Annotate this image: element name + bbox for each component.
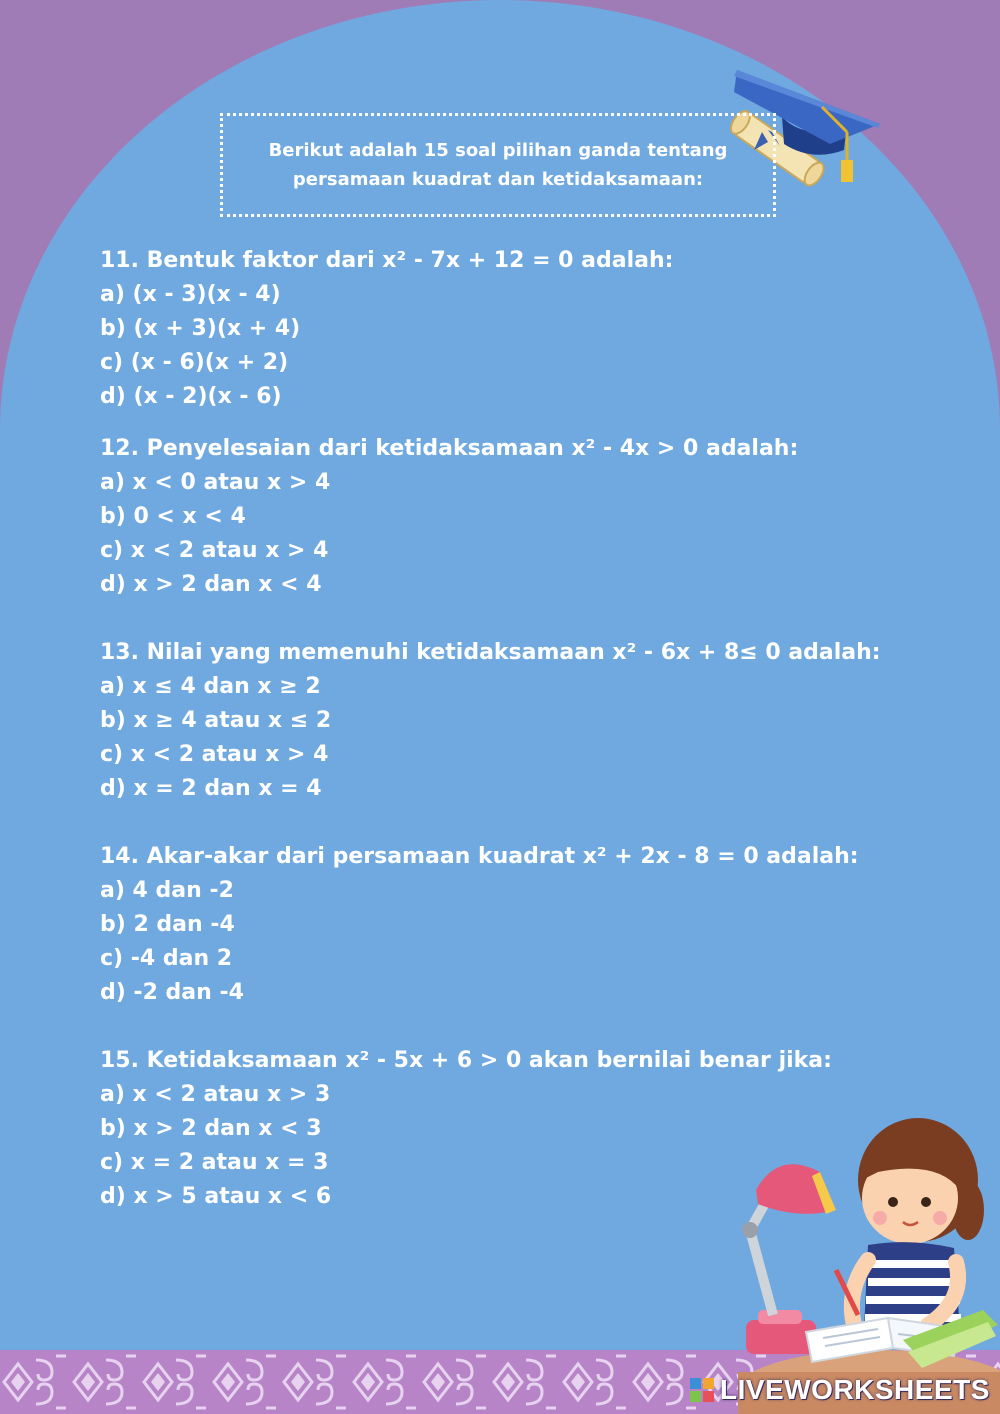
question-12 (100, 432, 920, 602)
question-text: 14. Akar-akar dari persamaan kuadrat x² + 2x - 8 = 0 adalah: (100, 844, 859, 869)
question-text: 11. Bentuk faktor dari x² - 7x + 12 = 0 adalah: (100, 248, 674, 273)
question-13 (100, 636, 920, 806)
option-b: b) 0 < x < 4 (100, 504, 246, 529)
option-a: a) x ≤ 4 dan x ≥ 2 (100, 674, 321, 699)
intro-line-1: Berikut adalah 15 soal pilihan ganda tentang (268, 140, 728, 161)
option-d: d) (x - 2)(x - 6) (100, 384, 282, 409)
option-b: b) (x + 3)(x + 4) (100, 316, 301, 341)
option-b: b) x ≥ 4 atau x ≤ 2 (100, 708, 332, 733)
option-d: d) -2 dan -4 (100, 980, 244, 1005)
option-b: b) 2 dan -4 (100, 912, 235, 937)
option-c: c) -4 dan 2 (100, 946, 233, 971)
liveworksheets-logo-icon (690, 1378, 714, 1402)
option-c: c) x < 2 atau x > 4 (100, 742, 329, 767)
question-text: 15. Ketidaksamaan x² - 5x + 6 > 0 akan bernilai benar jika: (100, 1048, 832, 1073)
option-c: c) (x - 6)(x + 2) (100, 350, 289, 375)
brand-watermark (690, 1370, 990, 1410)
option-d: d) x > 2 dan x < 4 (100, 572, 322, 597)
brand-name: LIVEWORKSHEETS (720, 1374, 990, 1405)
option-a: a) (x - 3)(x - 4) (100, 282, 281, 307)
intro-box (220, 113, 776, 217)
option-a: a) 4 dan -2 (100, 878, 234, 903)
option-b: b) x > 2 dan x < 3 (100, 1116, 322, 1141)
question-14 (100, 840, 920, 1010)
option-d: d) x > 5 atau x < 6 (100, 1184, 332, 1209)
option-d: d) x = 2 dan x = 4 (100, 776, 322, 801)
question-text: 12. Penyelesaian dari ketidaksamaan x² - 4x > 0 adalah: (100, 436, 799, 461)
question-text: 13. Nilai yang memenuhi ketidaksamaan x² - 6x + 8≤ 0 adalah: (100, 640, 881, 665)
option-a: a) x < 2 atau x > 3 (100, 1082, 331, 1107)
intro-line-2: persamaan kuadrat dan ketidaksamaan: (292, 169, 704, 190)
option-c: c) x < 2 atau x > 4 (100, 538, 329, 563)
option-c: c) x = 2 atau x = 3 (100, 1150, 329, 1175)
studying-girl-icon (728, 1110, 1000, 1414)
option-a: a) x < 0 atau x > 4 (100, 470, 331, 495)
question-11 (100, 244, 920, 414)
